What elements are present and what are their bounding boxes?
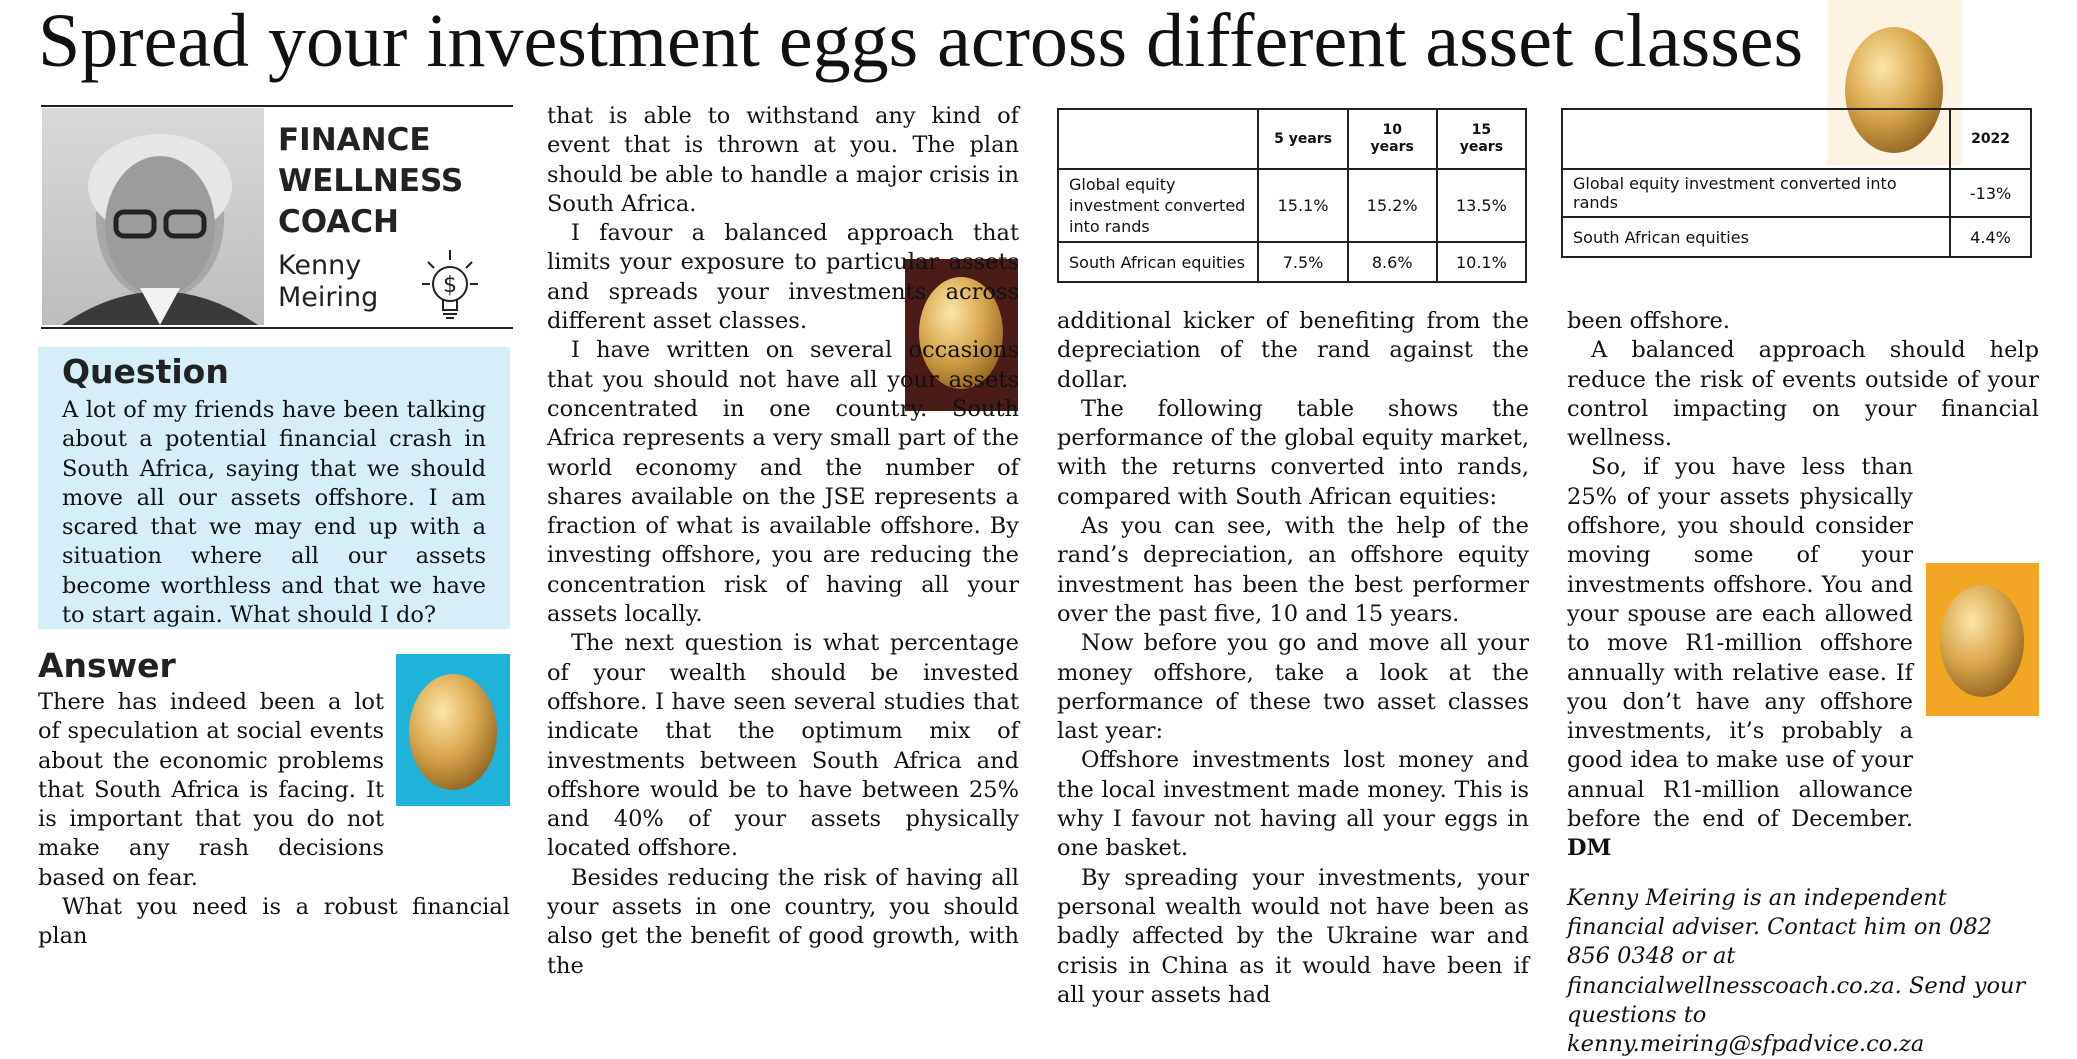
answer-column-2 <box>547 102 1019 981</box>
svg-text:$: $ <box>443 273 457 298</box>
question-body: A lot of my friends have been talking about a potential financial crash in South Africa, saying that we should move all our assets offshore. I am scared that we may end up with a situation where all our assets become worthless and that we have to start again. What should I do? <box>62 397 486 629</box>
paragraph: Besides reducing the risk of having all your assets in one country, you should also get the benefit of good growth, with the <box>547 864 1019 979</box>
table-row <box>1058 169 1526 242</box>
table-cell: 13.5% <box>1437 169 1526 242</box>
answer-column-3 <box>1057 307 1529 1010</box>
table-cell: 8.6% <box>1348 242 1437 282</box>
table-cell: 15.2% <box>1348 169 1437 242</box>
table-header-cell: 5 years <box>1258 109 1347 169</box>
paragraph: additional kicker of benefiting from the depreciation of the rand against the dollar. <box>1057 308 1529 393</box>
returns-table <box>1057 108 1527 283</box>
question-heading: Question <box>62 352 229 391</box>
table-header-row <box>1058 109 1526 169</box>
paragraph: There has indeed been a lot of speculation at social events about the economic problems that South Africa is facing. It is important that you do not make any rash decisions based on fear. <box>38 689 384 891</box>
table-row <box>1562 169 2031 217</box>
column-title-line: COACH <box>278 204 399 240</box>
table-header-cell: 15 years <box>1437 109 1526 169</box>
sign-off: DM <box>1567 835 1612 862</box>
paragraph: A balanced approach should help reduce the risk of events outside of your control impacting on your financial wellness. <box>1567 337 2039 452</box>
paragraph: The next question is what percentage of your wealth should be invested offshore. I have seen several studies that indicate that the optimum mix of investments between South Africa and offshore would be to have between 25% and 40% of your assets physically located offshore. <box>547 630 1019 862</box>
author-byline: Kenny Meiring is an independent financial adviser. Contact him on 082 856 0348 or at financialwellnesscoach.co.za. Send your questions to kenny.meiring@sfpadvice.co.za <box>1567 884 2026 1058</box>
table-header-cell: 10 years <box>1348 109 1437 169</box>
answer-heading: Answer <box>38 646 176 685</box>
table-cell: South African equities <box>1562 217 1950 257</box>
lightbulb-dollar-icon <box>410 248 490 326</box>
paragraph: been offshore. <box>1567 308 1731 334</box>
paragraph: that is able to withstand any kind of event that is thrown at you. The plan should be able to handle a major crisis in South Africa. <box>547 103 1019 217</box>
author-last-name: Meiring <box>278 282 379 313</box>
table-cell: -13% <box>1950 169 2031 217</box>
paragraph: By spreading your investments, your personal wealth would not have been as badly affected by the Ukraine war and crisis in China as it would have been if all your assets had <box>1057 864 1529 1008</box>
table-cell: Global equity investment converted into rands <box>1058 169 1258 242</box>
table-header-cell: 2022 <box>1950 109 2031 169</box>
author-first-name: Kenny <box>278 250 362 281</box>
table-cell: Global equity investment converted into rands <box>1562 169 1950 217</box>
table-cell: 15.1% <box>1258 169 1347 242</box>
column-title <box>278 120 463 243</box>
table-row <box>1058 242 1526 282</box>
table-cell: South African equities <box>1058 242 1258 282</box>
table-header-cell <box>1058 109 1258 169</box>
author-photo <box>42 108 264 325</box>
answer-column-4 <box>1567 307 2039 1059</box>
headline: Spread your investment eggs across different asset classes <box>38 0 1804 83</box>
table-header-row <box>1562 109 2031 169</box>
paragraph: Now before you go and move all your money offshore, take a look at the performance of these two asset classes last year: <box>1057 630 1529 745</box>
paragraph-text: So, if you have less than 25% of your assets physically offshore, you should consider moving some of your investments offshore. You and your spouse are each allowed to move R1-million offshore annually with relative ease. If you don’t have any offshore investments, it’s probably a good idea to make use of your annual R1-million allowance before the end of December. <box>1567 454 1913 833</box>
table-header-cell <box>1562 109 1950 169</box>
column-title-line: WELLNESS <box>278 163 464 199</box>
paragraph: As you can see, with the help of the rand’s depreciation, an offshore equity investment has been the best performer over the past five, 10 and 15 years. <box>1057 513 1529 627</box>
answer-column-1 <box>38 688 510 952</box>
paragraph: I have written on several occasions that you should not have all your assets concentrated in one country. South Africa represents a very small part of the world economy and the number of shares available on the JSE represents a fraction of what is available offshore. By investing offshore, you are reducing the concentration risk of having all your assets locally. <box>547 337 1019 628</box>
author-name <box>278 250 378 314</box>
paragraph: I favour a balanced approach that limits your exposure to particular assets and spreads your investments across different asset classes. <box>547 220 1019 335</box>
column-title-line: FINANCE <box>278 122 431 158</box>
table-cell: 4.4% <box>1950 217 2031 257</box>
paragraph: What you need is a robust financial plan <box>38 894 510 950</box>
paragraph <box>1567 453 1913 863</box>
paragraph: The following table shows the performance of the global equity market, with the returns converted into rands, compared with South African equities: <box>1057 395 1529 510</box>
performance-2022-table <box>1561 108 2032 258</box>
table-cell: 7.5% <box>1258 242 1347 282</box>
table-cell: 10.1% <box>1437 242 1526 282</box>
table-row <box>1562 217 2031 257</box>
paragraph: Offshore investments lost money and the local investment made money. This is why I favour not having all your eggs in one basket. <box>1057 747 1529 862</box>
